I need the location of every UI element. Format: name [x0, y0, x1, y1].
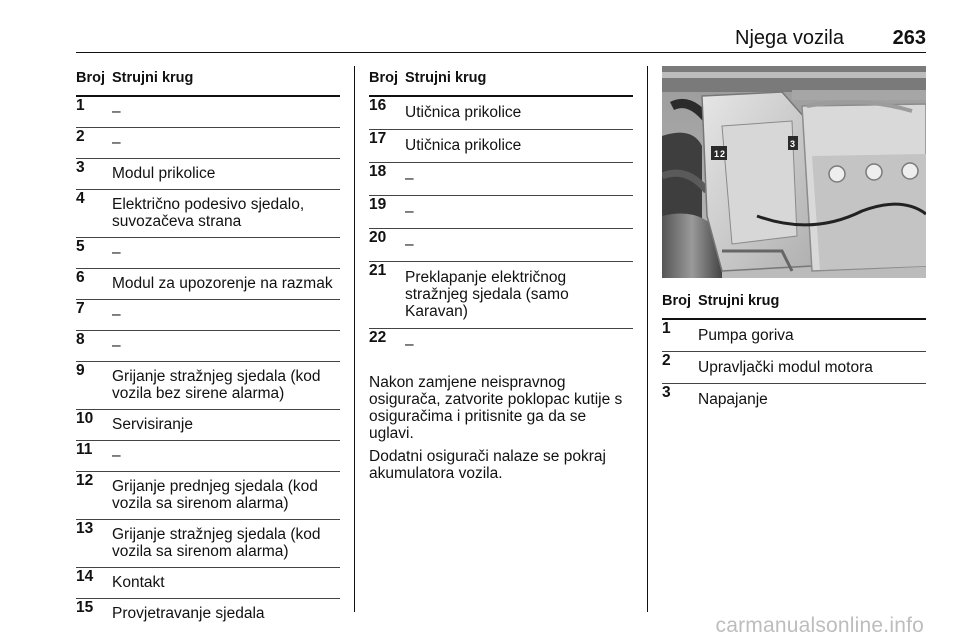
row-num: 7: [76, 300, 85, 317]
engine-bay-photo: [662, 66, 926, 278]
row-num: 20: [369, 229, 387, 246]
watermark: carmanualsonline.info: [715, 614, 924, 637]
header-num: Broj: [76, 70, 105, 86]
row-num: 21: [369, 262, 387, 279]
instruction-paragraph: Nakon zamjene neispravnog osigurača, zatvorite poklopac kutije s osiguračima i pritisnite ga da se uglavi.: [369, 374, 623, 442]
table-row: [369, 196, 633, 229]
row-text: Grijanje stražnjeg sjedala (kod vozila sa sirenom alarma): [112, 526, 321, 560]
photo-label-2: 2: [720, 149, 726, 159]
table-header: [662, 289, 926, 320]
row-num: 4: [76, 190, 85, 207]
photo-label-1: 1: [714, 149, 720, 159]
row-num: 1: [662, 320, 671, 337]
row-num: 3: [76, 159, 85, 176]
table-row: [76, 331, 340, 362]
row-text: –: [405, 336, 414, 353]
row-num: 22: [369, 329, 387, 346]
row-num: 3: [662, 384, 671, 401]
table-header: [369, 66, 633, 97]
row-num: 19: [369, 196, 387, 213]
table-row: [662, 384, 926, 415]
table-row: [76, 410, 340, 441]
table-row: [76, 128, 340, 159]
row-num: 12: [76, 472, 94, 489]
row-num: 14: [76, 568, 94, 585]
photo-label-3: 3: [790, 139, 796, 149]
table-header: [76, 66, 340, 97]
row-num: 11: [76, 441, 93, 458]
table-row: [76, 269, 340, 300]
header-num: Broj: [369, 70, 398, 86]
row-num: 5: [76, 238, 85, 255]
row-text: Napajanje: [698, 391, 768, 408]
row-text: Utičnica prikolice: [405, 104, 522, 121]
row-num: 10: [76, 410, 94, 427]
table-row: [76, 97, 340, 128]
table-row: [662, 320, 926, 352]
page-header: [76, 22, 926, 53]
row-text: –: [112, 134, 121, 151]
engine-bay-illustration: [662, 66, 926, 278]
header-circuit: Strujni krug: [405, 70, 487, 86]
fuse-table-1: [76, 66, 340, 629]
row-num: 16: [369, 97, 387, 114]
header-num: Broj: [662, 293, 691, 309]
table-row: [369, 130, 633, 163]
fuse-table-2: [369, 66, 633, 482]
row-num: 9: [76, 362, 85, 379]
row-text: –: [405, 203, 414, 220]
table-row: [76, 300, 340, 331]
row-text: –: [405, 170, 414, 187]
row-text: Modul za upozorenje na razmak: [112, 275, 333, 292]
table-row: [76, 599, 340, 629]
header-circuit: Strujni krug: [698, 293, 780, 309]
row-text: Preklapanje električnog stražnjeg sjedala (samo Karavan): [405, 269, 569, 320]
row-text: –: [112, 244, 121, 261]
table-row: [369, 229, 633, 262]
row-text: –: [112, 337, 121, 354]
column-divider: [354, 66, 355, 612]
row-text: –: [112, 103, 121, 120]
row-num: 18: [369, 163, 387, 180]
table-row: [76, 238, 340, 269]
row-text: Servisiranje: [112, 416, 193, 433]
row-text: Utičnica prikolice: [405, 137, 522, 154]
row-text: Provjetravanje sjedala: [112, 605, 265, 622]
table-row: [76, 159, 340, 190]
row-num: 2: [76, 128, 85, 145]
table-row: [662, 352, 926, 384]
table-row: [76, 568, 340, 599]
table-row: [76, 441, 340, 472]
table-row: [76, 520, 340, 568]
row-text: Pumpa goriva: [698, 327, 794, 344]
row-text: –: [405, 236, 414, 253]
table-row: [369, 262, 633, 329]
row-text: Električno podesivo sjedalo, suvozačeva strana: [112, 196, 305, 230]
row-num: 8: [76, 331, 85, 348]
row-num: 2: [662, 352, 671, 369]
row-text: Kontakt: [112, 574, 165, 591]
battery-fuse-section: [662, 66, 926, 415]
table-row: [76, 362, 340, 410]
note-paragraph: Dodatni osigurači nalaze se pokraj akumulatora vozila.: [369, 448, 606, 482]
row-num: 15: [76, 599, 94, 616]
row-num: 17: [369, 130, 387, 147]
row-num: 6: [76, 269, 85, 286]
row-text: Modul prikolice: [112, 165, 216, 182]
row-text: –: [112, 447, 121, 464]
table-row: [369, 97, 633, 130]
table-row: [76, 190, 340, 238]
table-row: [76, 472, 340, 520]
table-row: [369, 163, 633, 196]
row-text: Grijanje stražnjeg sjedala (kod vozila bez sirene alarma): [112, 368, 321, 402]
row-num: 13: [76, 520, 94, 537]
chapter-title: Njega vozila: [735, 27, 844, 49]
row-text: –: [112, 306, 121, 323]
row-text: Grijanje prednjeg sjedala (kod vozila sa sirenom alarma): [112, 478, 318, 512]
row-text: Upravljački modul motora: [698, 359, 873, 376]
header-circuit: Strujni krug: [112, 70, 194, 86]
row-num: 1: [76, 97, 85, 114]
table-row: [369, 329, 633, 361]
column-divider: [647, 66, 648, 612]
page-number: 263: [892, 27, 926, 49]
